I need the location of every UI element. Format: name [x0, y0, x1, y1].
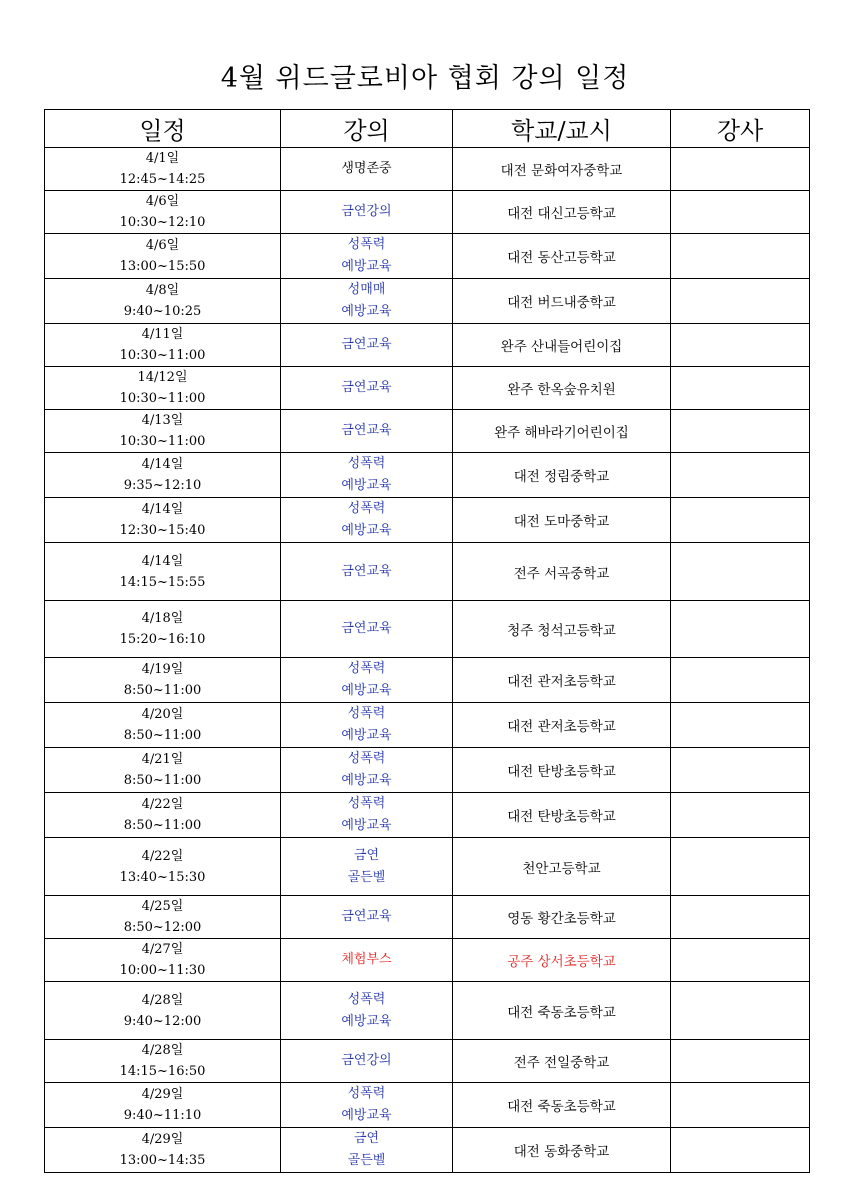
school-cell: 완주 한옥숲유치원: [453, 367, 671, 410]
date-cell: [45, 1128, 281, 1173]
instructor-cell: [671, 748, 810, 793]
school-cell: 대전 죽동초등학교: [453, 982, 671, 1040]
lecture-text: 예방교육: [341, 773, 392, 788]
header-date: 일정: [45, 110, 281, 148]
lecture-text: 성폭력: [347, 751, 386, 766]
time-text: 9:40~11:10: [123, 1108, 202, 1123]
time-text: 14:15~15:55: [119, 574, 206, 590]
instructor-cell: [671, 939, 810, 982]
instructor-cell: [671, 279, 810, 324]
instructor-cell: [671, 543, 810, 601]
lecture-text: 예방교육: [341, 818, 392, 833]
lecture-text: 금연교육: [341, 563, 392, 579]
lecture-cell: [281, 453, 453, 498]
school-cell: 완주 산내들어린이집: [453, 324, 671, 367]
lecture-cell: [281, 658, 453, 703]
date-text: 4/25일: [141, 899, 184, 914]
instructor-cell: [671, 191, 810, 234]
lecture-text: 금연강의: [341, 204, 392, 219]
date-text: 4/14일: [141, 553, 184, 569]
instructor-cell: [671, 1040, 810, 1083]
header-instructor: 강사: [671, 110, 810, 148]
date-text: 4/20일: [141, 707, 184, 722]
lecture-text: 금연교육: [341, 380, 392, 395]
table-body: [45, 148, 810, 1173]
instructor-cell: [671, 703, 810, 748]
lecture-cell: [281, 703, 453, 748]
lecture-text: 금연교육: [341, 909, 392, 924]
lecture-text: 예방교육: [341, 683, 392, 698]
table-row: [45, 982, 810, 1040]
date-cell: [45, 703, 281, 748]
lecture-text: 성폭력: [347, 501, 386, 516]
date-cell: [45, 1040, 281, 1083]
instructor-cell: [671, 453, 810, 498]
school-cell: 완주 해바라기어린이집: [453, 410, 671, 453]
table-row: [45, 658, 810, 703]
time-text: 12:45~14:25: [119, 172, 206, 187]
table-row: [45, 896, 810, 939]
lecture-text: 성폭력: [347, 661, 386, 676]
table-row: [45, 1083, 810, 1128]
lecture-cell: [281, 748, 453, 793]
time-text: 14:15~16:50: [119, 1064, 206, 1079]
date-cell: [45, 410, 281, 453]
school-cell: 대전 버드내중학교: [453, 279, 671, 324]
lecture-cell: [281, 410, 453, 453]
lecture-cell: [281, 324, 453, 367]
date-text: 4/28일: [141, 1043, 184, 1058]
table-row: [45, 324, 810, 367]
table-row: [45, 367, 810, 410]
date-text: 4/6일: [145, 238, 180, 253]
date-text: 4/8일: [145, 283, 180, 298]
date-cell: [45, 453, 281, 498]
lecture-text: 금연: [353, 847, 380, 863]
lecture-text: 성폭력: [347, 796, 386, 811]
lecture-text: 금연교육: [341, 337, 392, 352]
schedule-table: [44, 109, 810, 1173]
lecture-text: 금연: [353, 1131, 380, 1146]
lecture-text: 예방교육: [341, 478, 392, 493]
instructor-cell: [671, 148, 810, 191]
date-text: 4/19일: [141, 662, 184, 677]
date-text: 4/11일: [141, 327, 184, 342]
table-row: [45, 838, 810, 896]
date-cell: [45, 191, 281, 234]
lecture-text: 예방교육: [341, 1108, 392, 1123]
table-row: [45, 939, 810, 982]
lecture-text: 금연교육: [341, 621, 392, 636]
date-cell: [45, 793, 281, 838]
lecture-cell: [281, 793, 453, 838]
time-text: 13:00~14:35: [119, 1153, 206, 1168]
time-text: 9:40~12:00: [123, 1013, 202, 1029]
lecture-text: 성폭력: [347, 991, 386, 1007]
table-row: [45, 191, 810, 234]
lecture-cell: [281, 1040, 453, 1083]
lecture-cell: [281, 1128, 453, 1173]
time-text: 9:40~10:25: [123, 304, 202, 319]
time-text: 10:00~11:30: [119, 963, 206, 978]
school-cell: 천안고등학교: [453, 838, 671, 896]
table-row: [45, 601, 810, 658]
lecture-cell: [281, 982, 453, 1040]
school-cell: 대전 문화여자중학교: [453, 148, 671, 191]
lecture-text: 체험부스: [341, 952, 392, 967]
table-row: [45, 279, 810, 324]
date-cell: [45, 658, 281, 703]
lecture-text: 성폭력: [347, 1086, 386, 1101]
lecture-text: 성폭력: [347, 237, 386, 252]
table-row: [45, 703, 810, 748]
date-text: 4/29일: [141, 1132, 184, 1147]
table-row: [45, 148, 810, 191]
lecture-text: 성폭력: [347, 456, 386, 471]
instructor-cell: [671, 793, 810, 838]
lecture-text: 성매매: [347, 282, 386, 297]
time-text: 10:30~11:00: [119, 391, 206, 406]
time-text: 13:00~15:50: [119, 259, 206, 274]
time-text: 13:40~15:30: [119, 869, 206, 885]
time-text: 8:50~11:00: [123, 773, 202, 788]
table-row: [45, 748, 810, 793]
table-header-row: [45, 110, 810, 148]
instructor-cell: [671, 498, 810, 543]
date-cell: [45, 601, 281, 658]
date-text: 4/21일: [141, 752, 184, 767]
school-cell: 대전 대신고등학교: [453, 191, 671, 234]
time-text: 8:50~11:00: [123, 818, 202, 833]
school-cell: 대전 탄방초등학교: [453, 793, 671, 838]
date-cell: [45, 148, 281, 191]
date-text: 4/14일: [141, 502, 184, 517]
lecture-cell: [281, 498, 453, 543]
school-cell: 대전 관저초등학교: [453, 658, 671, 703]
school-cell: 전주 서곡중학교: [453, 543, 671, 601]
date-cell: [45, 982, 281, 1040]
date-text: 4/1일: [145, 151, 180, 166]
instructor-cell: [671, 1083, 810, 1128]
time-text: 10:30~12:10: [119, 215, 206, 230]
time-text: 8:50~11:00: [123, 728, 202, 743]
instructor-cell: [671, 410, 810, 453]
instructor-cell: [671, 658, 810, 703]
lecture-cell: [281, 543, 453, 601]
header-lecture: 강의: [281, 110, 453, 148]
instructor-cell: [671, 982, 810, 1040]
date-text: 4/27일: [141, 942, 184, 957]
school-cell: 공주 상서초등학교: [453, 939, 671, 982]
lecture-cell: [281, 191, 453, 234]
lecture-cell: [281, 601, 453, 658]
instructor-cell: [671, 838, 810, 896]
instructor-cell: [671, 324, 810, 367]
table-row: [45, 543, 810, 601]
header-school: 학교/교시: [453, 110, 671, 148]
date-cell: [45, 324, 281, 367]
table-row: [45, 1040, 810, 1083]
date-cell: [45, 896, 281, 939]
date-text: 4/14일: [141, 457, 184, 472]
instructor-cell: [671, 896, 810, 939]
lecture-cell: [281, 367, 453, 410]
date-text: 4/18일: [141, 611, 184, 626]
date-cell: [45, 748, 281, 793]
date-text: 4/22일: [141, 848, 184, 864]
date-text: 4/29일: [141, 1087, 184, 1102]
lecture-text: 예방교육: [341, 259, 392, 274]
lecture-cell: [281, 148, 453, 191]
time-text: 12:30~15:40: [119, 523, 206, 538]
lecture-text: 금연강의: [341, 1053, 392, 1068]
time-text: 8:50~11:00: [123, 683, 202, 698]
lecture-cell: [281, 939, 453, 982]
lecture-cell: [281, 838, 453, 896]
school-cell: 대전 죽동초등학교: [453, 1083, 671, 1128]
lecture-text: 골든벨: [347, 1153, 386, 1168]
time-text: 15:20~16:10: [119, 632, 206, 647]
lecture-text: 금연교육: [341, 423, 392, 438]
time-text: 10:30~11:00: [119, 348, 206, 363]
date-text: 4/6일: [145, 194, 180, 209]
table-row: [45, 793, 810, 838]
instructor-cell: [671, 234, 810, 279]
date-cell: [45, 1083, 281, 1128]
school-cell: 청주 청석고등학교: [453, 601, 671, 658]
table-row: [45, 453, 810, 498]
date-cell: [45, 279, 281, 324]
school-cell: 영동 황간초등학교: [453, 896, 671, 939]
date-text: 4/22일: [141, 797, 184, 812]
lecture-cell: [281, 896, 453, 939]
school-cell: 대전 동화중학교: [453, 1128, 671, 1173]
school-cell: 대전 탄방초등학교: [453, 748, 671, 793]
lecture-text: 골든벨: [347, 869, 386, 885]
lecture-cell: [281, 234, 453, 279]
lecture-text: 성폭력: [347, 706, 386, 721]
table-row: [45, 234, 810, 279]
date-text: 4/13일: [141, 413, 184, 428]
date-text: 4/28일: [141, 992, 184, 1008]
date-cell: [45, 498, 281, 543]
instructor-cell: [671, 601, 810, 658]
date-cell: [45, 543, 281, 601]
lecture-text: 생명존중: [341, 161, 392, 176]
table-row: [45, 410, 810, 453]
school-cell: 대전 정림중학교: [453, 453, 671, 498]
school-cell: 대전 도마중학교: [453, 498, 671, 543]
date-cell: [45, 838, 281, 896]
school-cell: 대전 동산고등학교: [453, 234, 671, 279]
table-row: [45, 1128, 810, 1173]
date-cell: [45, 234, 281, 279]
page-title: 4월 위드글로비아 협회 강의 일정: [220, 63, 630, 94]
lecture-text: 예방교육: [341, 304, 392, 319]
date-cell: [45, 939, 281, 982]
lecture-text: 예방교육: [341, 728, 392, 743]
time-text: 9:35~12:10: [123, 478, 202, 493]
lecture-text: 예방교육: [341, 1013, 392, 1029]
date-cell: [45, 367, 281, 410]
instructor-cell: [671, 1128, 810, 1173]
school-cell: 대전 관저초등학교: [453, 703, 671, 748]
date-text: 14/12일: [137, 370, 188, 385]
lecture-cell: [281, 1083, 453, 1128]
lecture-cell: [281, 279, 453, 324]
school-cell: 전주 전일중학교: [453, 1040, 671, 1083]
time-text: 10:30~11:00: [119, 434, 206, 449]
instructor-cell: [671, 367, 810, 410]
time-text: 8:50~12:00: [123, 920, 202, 935]
table-row: [45, 498, 810, 543]
lecture-text: 예방교육: [341, 523, 392, 538]
